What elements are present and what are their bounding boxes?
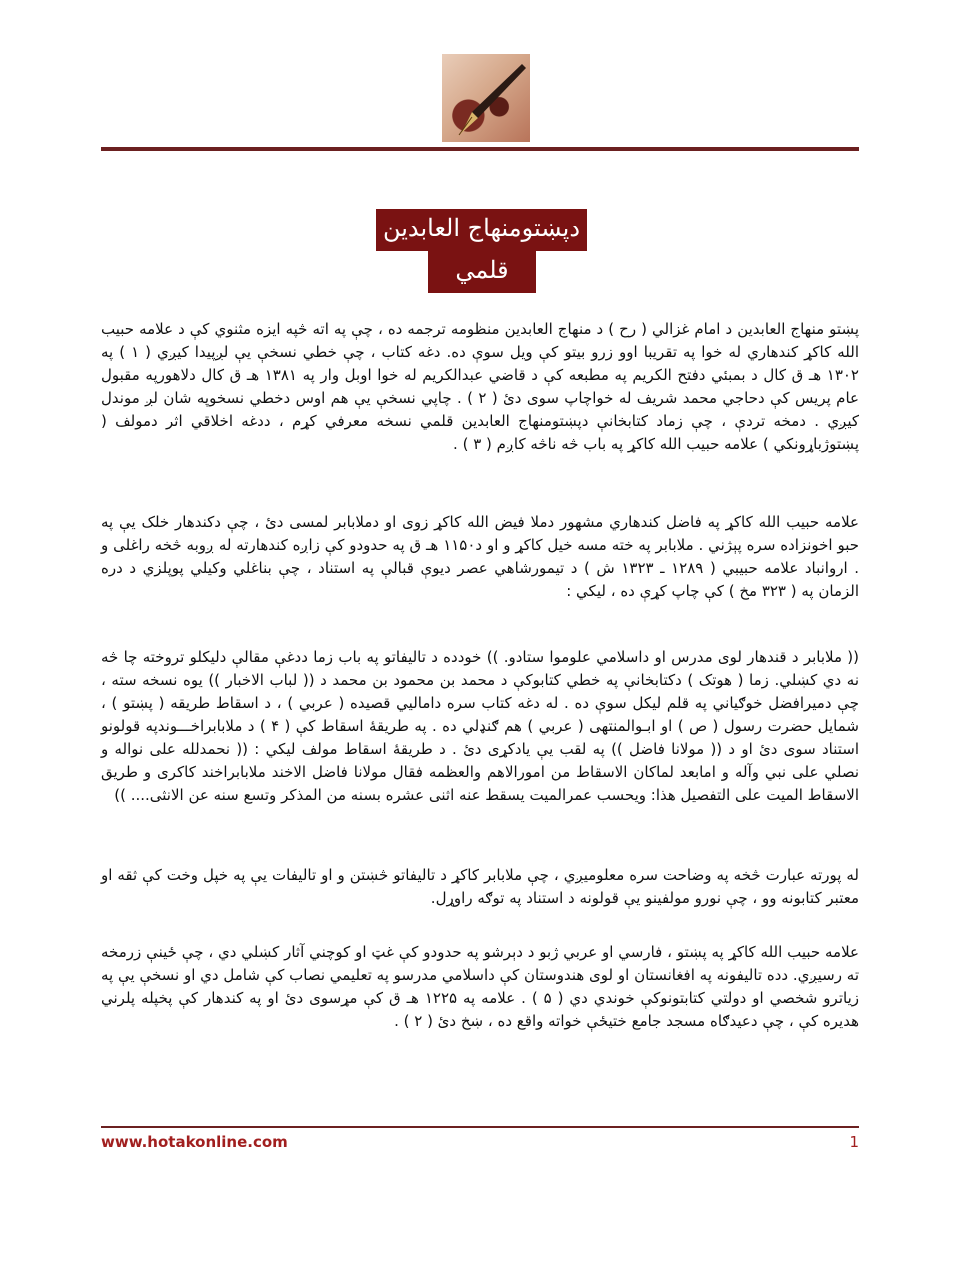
header-divider	[101, 147, 859, 151]
fountain-pen-icon	[442, 54, 530, 142]
page-number: 1	[849, 1133, 859, 1151]
paragraph-2: علامه حبيب الله کاکړ په فاضل کندهاري مشهور دملا فيض الله کاکړ زوی او دملابابر لمسی دئ ، چې دکندهار خلک يې په حبو اخونزاده سره پېژني . ملابابر په خته مسه خيل کاکړ و او د۱۱۵۰ هـ ق په حدودو کې زاږه کندهارته له ږوبه څخه راغلی و . اروانباد علامه حبيبي ( ۱۲۸۹ ـ ۱۳۲۳ ش ) د تيمورشاهي عصر ديوې قبالې په استناد ، چې بناغلي وکيلي پوپلزي د دره الزمان په ( ۳۲۳ مخ ) کې چاپ کړې ده ، ليکي :	[101, 513, 860, 600]
paragraph-3: (( ملابابر د قندهار لوی مدرس او داسلامي علوموا ستادو. )) خودده د تاليفاتو په باب زما ددغې مقالې دليکلو تروخته چا څه نه دي کښلي. زما ( هوتک ) دکتابخانې په خطي کتابوکې د محمد بن محمود بن محمد د (( لباب الاخبار )) يوه نسخه سته ، چې دميرافضل خوګياني په قلم ليکل سوې ده . له دغه کتاب سره داماليي قصيده ( عربي ) ، د اسقاط طريقه ( پښتو ) ، شمايل حضرت رسول ( ص ) او ابـوالمنتهی ( عربي ) هم ګنډلي ده . په طريقهٔ اسقاط کې ( ۴ ) د ملابابراخـــوندپه قولونو استناد سوی دئ او د (( مولانا فاضل )) په لقب يې يادکړی دئ . د طريقهٔ اسقاط مولف ليکي : (( نحمدلله علی نواله و نصلي علی نبي وآله و امابعد لماکان الاسقاط من امورالاهم والعظمه فقال مولانا فاضل الاخند ملابابراخند کاکری و طريق الاسقاط الميت علی التفصيل هذا: ويحسب عمرالميت يسقط عنه اثنی عشره بسنه من المذکر وتسع سنه عن الانثی.... ))	[101, 648, 859, 804]
footer-divider	[101, 1126, 859, 1128]
document-subtitle: قلمي نسخه	[428, 251, 536, 293]
fountain-pen-logo	[442, 54, 530, 142]
paragraph-1: پښتو منهاج العابدين د امام غزالي ( رح ) د منهاج العابدين منظومه ترجمه ده ، چې په اته څپه ايزه مثنوي کې د علامه حبيب الله کاکړ کندهاري له خوا په تقريبا اوو زرو بيتو کې ويل سوې ده. دغه کتاب ، چې خطي نسخې يې لږپيدا کيږي ( ۱ ) په ۱۳۰۲ هـ ق کال د بمبئي دفتح الکريم په مطبعه کې د قاضي عبدالکريم له خوا اوبل وار په ۱۳۸۱ هـ ق کال دلاهورپه مقبول عام پريس کې دحاجي محمد شريف له خواچاپ سوی دئ ( ۲ ) . چاپي نسخې يې هم اوس دخطي نسخوپه شان لږ موندل کيږي . دمخه تردې ، چې زماد کتابخانې دپښتومنهاج العابدين قلمي نسخه معرفي کړم ، ددغه اخلاقي اثر دمولف ( پښتوژباړونکي ) علامه حبيب الله کاکړ په باب څه ناڅه کاږم ( ۳ ) .	[101, 320, 859, 453]
paragraph-5: علامه حبيب الله کاکړ په پښتو ، فارسي او عربي ژبو د دېرشو په حدودو کې غټ او کوچني آثار کښلي دي ، چې ځينې زرمخه ته رسيږي. دده تاليفونه په افغانستان او لوی هندوستان کې داسلامي مدرسو په تعليمي نصاب کې شامل دي او نسخې يې په زياترو شخصي او دولتي کتابتونوکې خوندي دي ( ۵ ) . علامه په ۱۲۲۵ هـ ق کې مړسوی دئ او په کندهار کې پخپله پلرني هديره کې ، چې دعيدګاه مسجد جامع ختيځې خواته واقع ده ، ښخ دئ ( ۲ ) .	[101, 943, 859, 1030]
paragraph-4: له پورته عبارت څخه په وضاحت سره معلوميږي ، چې ملابابر کاکړ د تاليفاتو څښتن و او تاليفات يې په خپل وخت کې ثقه او معتبر کتابونه وو ، چې نورو مولفينو يې قولونه د استناد په توګه راوړل.	[101, 866, 859, 907]
footer-website-link[interactable]: www.hotakonline.com	[101, 1133, 288, 1151]
document-title: دپښتومنهاج العابدين	[376, 209, 587, 251]
